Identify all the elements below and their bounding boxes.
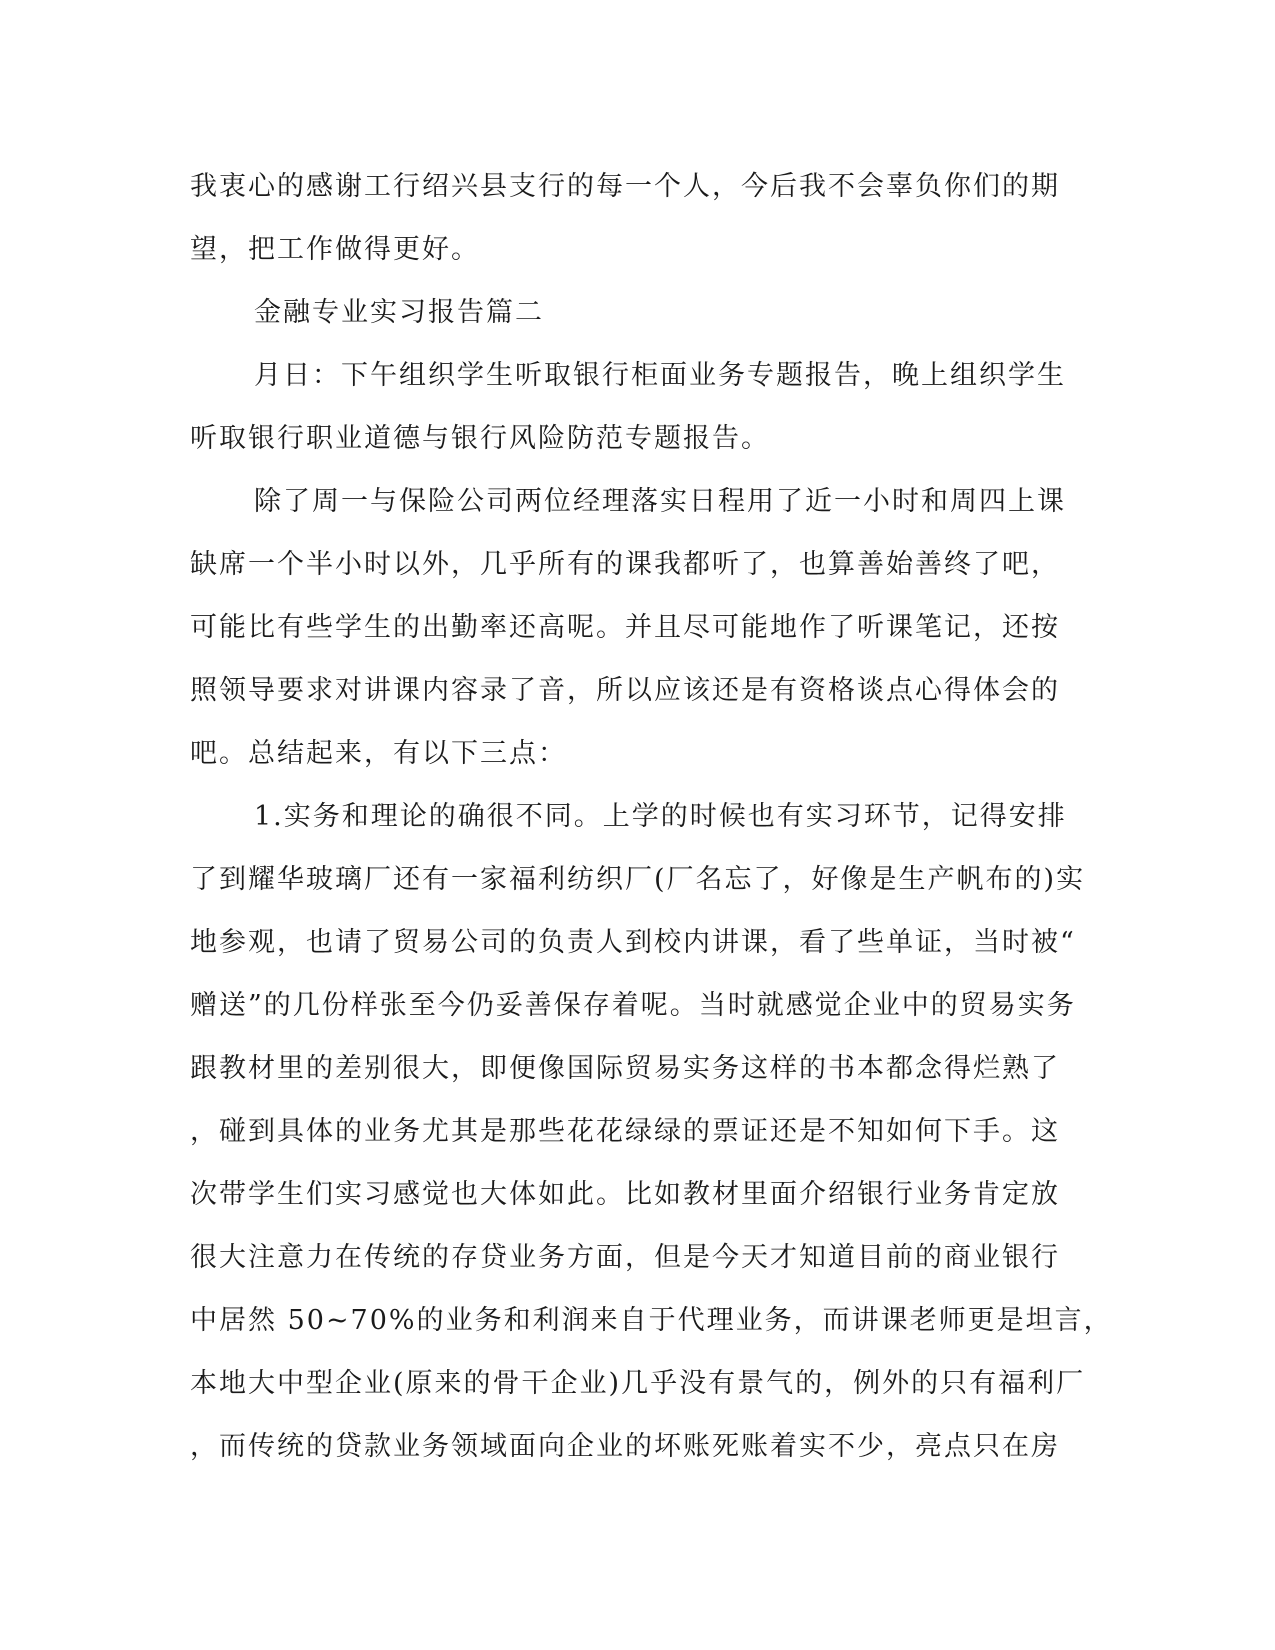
text-line: 我衷心的感谢工行绍兴县支行的每一个人，今后我不会辜负你们的期 — [190, 171, 1060, 202]
text-line: 吧。总结起来，有以下三点： — [190, 738, 567, 769]
text-line: 了到耀华玻璃厂还有一家福利纺织厂(厂名忘了，好像是生产帆布的)实 — [190, 864, 1086, 895]
text-line: 1.实务和理论的确很不同。上学的时候也有实习环节，记得安排 — [254, 801, 1067, 832]
text-line: 很大注意力在传统的存贷业务方面，但是今天才知道目前的商业银行 — [190, 1242, 1060, 1273]
text-line: ，而传统的贷款业务领域面向企业的坏账死账着实不少，亮点只在房 — [190, 1431, 1060, 1462]
text-line: 跟教材里的差别很大，即便像国际贸易实务这样的书本都念得烂熟了 — [190, 1053, 1060, 1084]
text-line: 赠送”的几份样张至今仍妥善保存着呢。当时就感觉企业中的贸易实务 — [190, 990, 1076, 1021]
text-line: 除了周一与保险公司两位经理落实日程用了近一小时和周四上课 — [254, 486, 1066, 517]
text-line: 望，把工作做得更好。 — [190, 234, 480, 265]
text-line: 地参观，也请了贸易公司的负责人到校内讲课，看了些单证，当时被“ — [190, 927, 1076, 958]
text-line: 照领导要求对讲课内容录了音，所以应该还是有资格谈点心得体会的 — [190, 675, 1060, 706]
section-heading: 金融专业实习报告篇二 — [254, 297, 544, 328]
document-body — [190, 155, 1113, 1478]
text-line: 月日：下午组织学生听取银行柜面业务专题报告，晚上组织学生 — [254, 360, 1066, 391]
text-line: 可能比有些学生的出勤率还高呢。并且尽可能地作了听课笔记，还按 — [190, 612, 1060, 643]
text-line: 本地大中型企业(原来的骨干企业)几乎没有景气的，例外的只有福利厂 — [190, 1368, 1086, 1399]
text-line: 中居然 50~70%的业务和利润来自于代理业务，而讲课老师更是坦言， — [190, 1305, 1113, 1336]
text-line: ，碰到具体的业务尤其是那些花花绿绿的票证还是不知如何下手。这 — [190, 1116, 1060, 1147]
text-line: 缺席一个半小时以外，几乎所有的课我都听了，也算善始善终了吧， — [190, 549, 1060, 580]
text-line: 听取银行职业道德与银行风险防范专题报告。 — [190, 423, 770, 454]
text-line: 次带学生们实习感觉也大体如此。比如教材里面介绍银行业务肯定放 — [190, 1179, 1060, 1210]
